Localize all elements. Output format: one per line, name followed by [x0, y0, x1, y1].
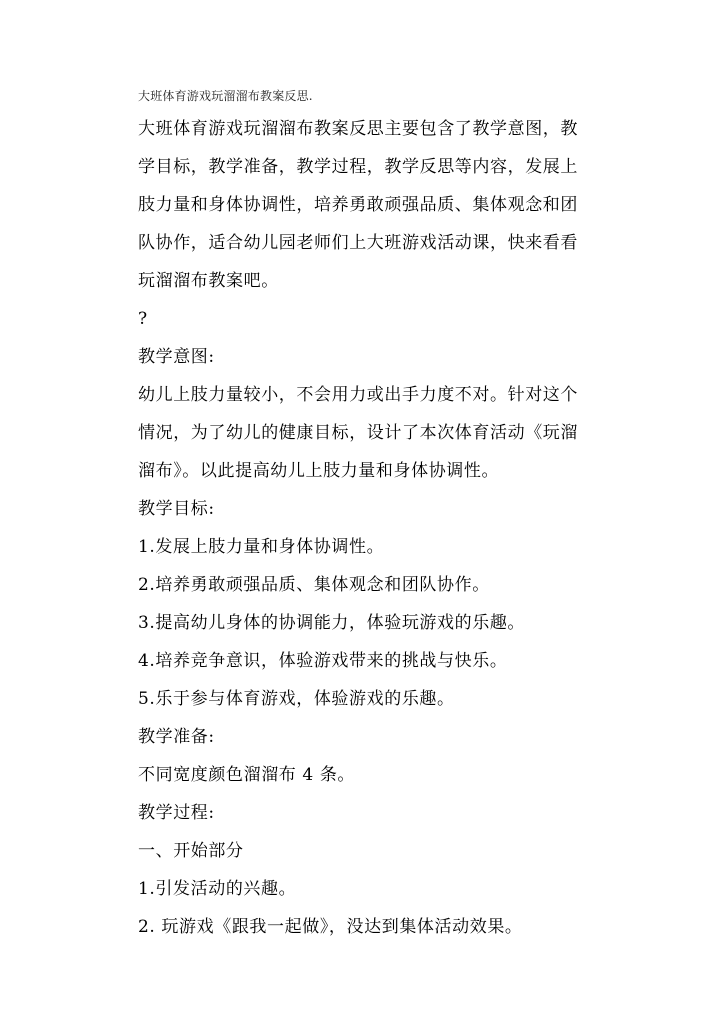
goal-item: 2.培养勇敢顽强品质、集体观念和团队协作。 [138, 575, 490, 595]
preparation-text: 不同宽度颜色溜溜布 4 条。 [138, 765, 356, 785]
goal-item: 1.发展上肢力量和身体协调性。 [138, 537, 385, 557]
intro-paragraph: 大班体育游戏玩溜溜布教案反思主要包含了教学意图，教学目标，教学准备，教学过程，教学反思等内容，发展上肢力量和身体协调性，培养勇敢顽强品质、集体观念和团队协作，适合幼儿园老师们上大班游戏活动课，快来看看玩溜溜布教案吧。 [138, 119, 578, 291]
goal-item: 3.提高幼儿身体的协调能力，体验玩游戏的乐趣。 [138, 613, 526, 633]
preparation-heading: 教学准备: [138, 727, 215, 747]
document-header-title: 大班体育游戏玩溜溜布教案反思. [138, 89, 313, 103]
goal-item: 5.乐于参与体育游戏，体验游戏的乐趣。 [138, 689, 455, 709]
document-body [138, 110, 588, 946]
process-item: 1.引发活动的兴趣。 [138, 879, 297, 899]
intent-paragraph: 幼儿上肢力量较小，不会用力或出手力度不对。针对这个情况，为了幼儿的健康目标，设计了本次体育活动《玩溜溜布》。以此提高幼儿上肢力量和身体协调性。 [138, 385, 578, 481]
intent-heading: 教学意图: [138, 347, 215, 367]
process-item: 2. 玩游戏《跟我一起做》，没达到集体活动效果。 [138, 917, 523, 937]
goals-heading: 教学目标: [138, 499, 215, 519]
process-subheading: 一、开始部分 [138, 841, 244, 861]
goal-item: 4.培养竞争意识，体验游戏带来的挑战与快乐。 [138, 651, 508, 671]
question-mark: ? [138, 309, 148, 329]
process-heading: 教学过程: [138, 803, 215, 823]
